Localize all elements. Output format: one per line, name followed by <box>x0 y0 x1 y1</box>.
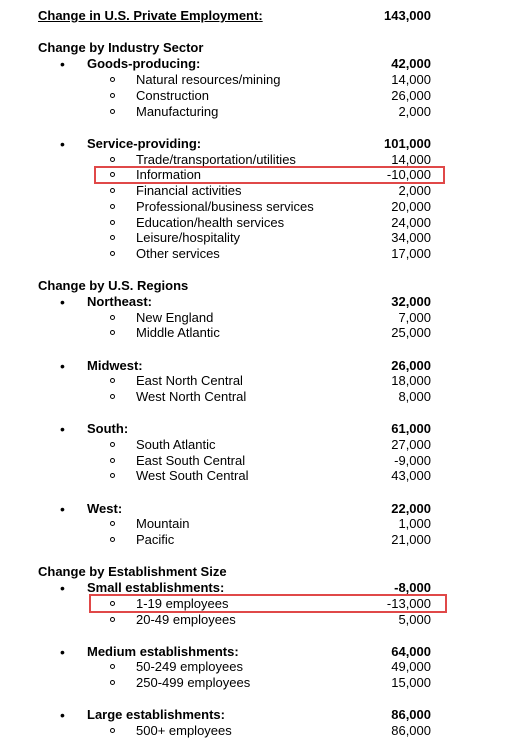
category-label: Northeast: <box>87 294 153 309</box>
list-item <box>0 167 512 183</box>
item-label: Information <box>136 167 202 182</box>
circle-bullet-icon <box>110 521 115 526</box>
list-item <box>0 310 512 326</box>
bullet-icon: • <box>60 56 65 72</box>
item-label: Middle Atlantic <box>136 325 220 340</box>
item-value: 8,000 <box>398 389 431 404</box>
list-item <box>0 612 512 628</box>
list-item <box>0 72 512 88</box>
item-value: 2,000 <box>398 183 431 198</box>
circle-bullet-icon <box>110 458 115 463</box>
item-label: Construction <box>136 88 209 103</box>
industry-heading-row <box>0 40 512 56</box>
item-label: Professional/business services <box>136 199 314 214</box>
bullet-icon: • <box>60 421 65 437</box>
bullet-icon: • <box>60 707 65 723</box>
category-label: Midwest: <box>87 358 143 373</box>
category-value: 86,000 <box>391 707 431 722</box>
category-value: 32,000 <box>391 294 431 309</box>
circle-bullet-icon <box>110 235 115 240</box>
item-value: 86,000 <box>391 723 431 738</box>
item-value: 18,000 <box>391 373 431 388</box>
list-item <box>0 468 512 484</box>
category-value: -8,000 <box>394 580 431 595</box>
item-label: Mountain <box>136 516 190 531</box>
circle-bullet-icon <box>110 172 115 177</box>
category-label: Small establishments: <box>87 580 225 595</box>
list-item <box>0 675 512 691</box>
list-item <box>0 659 512 675</box>
circle-bullet-icon <box>110 394 115 399</box>
item-label: Education/health services <box>136 215 285 230</box>
item-label: Pacific <box>136 532 175 547</box>
item-label: New England <box>136 310 214 325</box>
list-item <box>0 516 512 532</box>
size-heading-row <box>0 564 512 580</box>
bullet-icon: • <box>60 358 65 374</box>
item-value: 7,000 <box>398 310 431 325</box>
list-item <box>0 104 512 120</box>
list-item <box>0 88 512 104</box>
item-value: 5,000 <box>398 612 431 627</box>
list-item <box>0 373 512 389</box>
item-label: Manufacturing <box>136 104 219 119</box>
item-label: 250-499 employees <box>136 675 251 690</box>
item-value: 17,000 <box>391 246 431 261</box>
total-value: 143,000 <box>384 8 431 23</box>
list-item <box>0 453 512 469</box>
item-value: 21,000 <box>391 532 431 547</box>
item-label: South Atlantic <box>136 437 216 452</box>
category-row <box>0 358 512 374</box>
circle-bullet-icon <box>110 473 115 478</box>
circle-bullet-icon <box>110 77 115 82</box>
category-row <box>0 56 512 72</box>
category-value: 61,000 <box>391 421 431 436</box>
category-row <box>0 580 512 596</box>
list-item <box>0 532 512 548</box>
item-label: Leisure/hospitality <box>136 230 241 245</box>
list-item <box>0 230 512 246</box>
circle-bullet-icon <box>110 188 115 193</box>
category-row <box>0 501 512 517</box>
circle-bullet-icon <box>110 157 115 162</box>
list-item <box>0 199 512 215</box>
item-label: Other services <box>136 246 220 261</box>
circle-bullet-icon <box>110 220 115 225</box>
item-value: 14,000 <box>391 152 431 167</box>
list-item <box>0 437 512 453</box>
category-row <box>0 294 512 310</box>
category-value: 22,000 <box>391 501 431 516</box>
list-item <box>0 325 512 341</box>
category-label: South: <box>87 421 129 436</box>
item-value: 15,000 <box>391 675 431 690</box>
category-label: Service-providing: <box>87 136 202 151</box>
item-value: 27,000 <box>391 437 431 452</box>
category-label: West: <box>87 501 123 516</box>
item-value: 43,000 <box>391 468 431 483</box>
circle-bullet-icon <box>110 93 115 98</box>
list-item <box>0 246 512 262</box>
item-value: -9,000 <box>394 453 431 468</box>
circle-bullet-icon <box>110 204 115 209</box>
item-value: -10,000 <box>386 167 431 182</box>
bullet-icon: • <box>60 136 65 152</box>
category-row <box>0 421 512 437</box>
item-value: 20,000 <box>391 199 431 214</box>
circle-bullet-icon <box>110 537 115 542</box>
bullet-icon: • <box>60 294 65 310</box>
item-value: -13,000 <box>386 596 431 611</box>
item-value: 14,000 <box>391 72 431 87</box>
circle-bullet-icon <box>110 728 115 733</box>
circle-bullet-icon <box>110 601 115 606</box>
item-value: 1,000 <box>398 516 431 531</box>
item-value: 25,000 <box>391 325 431 340</box>
circle-bullet-icon <box>110 109 115 114</box>
item-label: 500+ employees <box>136 723 232 738</box>
regions-heading-row <box>0 278 512 294</box>
bullet-icon: • <box>60 501 65 517</box>
circle-bullet-icon <box>110 378 115 383</box>
item-label: 20-49 employees <box>136 612 236 627</box>
item-label: East North Central <box>136 373 243 388</box>
category-row <box>0 136 512 152</box>
total-row <box>0 8 512 24</box>
section-heading: Change by Establishment Size <box>38 564 227 579</box>
category-value: 26,000 <box>391 358 431 373</box>
item-value: 24,000 <box>391 215 431 230</box>
circle-bullet-icon <box>110 251 115 256</box>
category-row <box>0 707 512 723</box>
list-item <box>0 723 512 739</box>
circle-bullet-icon <box>110 680 115 685</box>
section-heading: Change by Industry Sector <box>38 40 204 55</box>
category-label: Large establishments: <box>87 707 225 722</box>
item-value: 34,000 <box>391 230 431 245</box>
category-value: 64,000 <box>391 644 431 659</box>
list-item <box>0 389 512 405</box>
section-heading: Change by U.S. Regions <box>38 278 189 293</box>
category-label: Medium establishments: <box>87 644 239 659</box>
item-value: 2,000 <box>398 104 431 119</box>
circle-bullet-icon <box>110 617 115 622</box>
item-value: 26,000 <box>391 88 431 103</box>
list-item <box>0 215 512 231</box>
item-label: 1-19 employees <box>136 596 229 611</box>
bullet-icon: • <box>60 644 65 660</box>
category-label: Goods-producing: <box>87 56 201 71</box>
list-item <box>0 596 512 612</box>
category-value: 42,000 <box>391 56 431 71</box>
item-value: 49,000 <box>391 659 431 674</box>
item-label: West North Central <box>136 389 247 404</box>
circle-bullet-icon <box>110 442 115 447</box>
item-label: Trade/transportation/utilities <box>136 152 296 167</box>
list-item <box>0 152 512 168</box>
circle-bullet-icon <box>110 330 115 335</box>
category-row <box>0 644 512 660</box>
bullet-icon: • <box>60 580 65 596</box>
list-item <box>0 183 512 199</box>
circle-bullet-icon <box>110 664 115 669</box>
category-value: 101,000 <box>384 136 431 151</box>
total-label: Change in U.S. Private Employment: <box>38 8 263 23</box>
item-label: Financial activities <box>136 183 242 198</box>
item-label: Natural resources/mining <box>136 72 281 87</box>
circle-bullet-icon <box>110 315 115 320</box>
item-label: East South Central <box>136 453 246 468</box>
item-label: West South Central <box>136 468 249 483</box>
item-label: 50-249 employees <box>136 659 243 674</box>
